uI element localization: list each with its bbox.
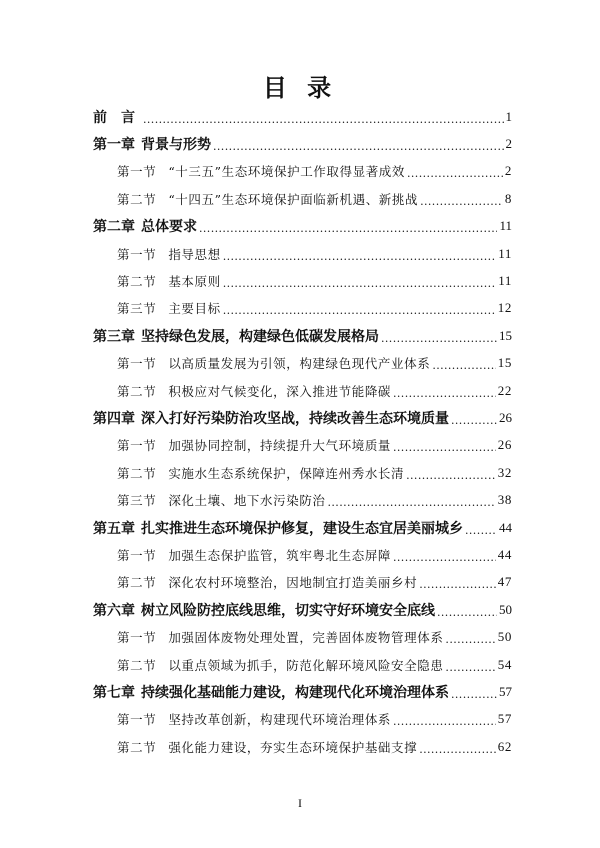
- toc-title: 深化农村环境整治，因地制宜打造美丽乡村: [168, 575, 418, 591]
- toc-label: 第三章: [93, 328, 135, 345]
- toc-title: 基本原则: [168, 273, 221, 289]
- dot-leader: [419, 739, 496, 755]
- toc-page-number: 44: [499, 519, 512, 535]
- toc-title: 积极应对气候变化，深入推进节能降碳: [168, 383, 392, 399]
- toc-page-number: 44: [497, 546, 512, 562]
- dot-leader: [432, 355, 495, 371]
- toc-title: 加强固体废物处理处置，完善固体废物管理体系: [168, 630, 444, 646]
- toc-label: 第一节: [117, 712, 157, 728]
- toc-entry-section[interactable]: [117, 706, 512, 733]
- dot-leader: [393, 547, 496, 563]
- toc-entry-chapter[interactable]: [93, 213, 512, 240]
- toc-entry-chapter[interactable]: [93, 596, 512, 623]
- toc-entry-preface[interactable]: [93, 103, 512, 130]
- toc-label: 第三节: [117, 493, 157, 509]
- toc-label: 第六章: [93, 602, 135, 619]
- toc-title: 实施水生态系统保护，保障连州秀水长清: [168, 465, 405, 481]
- dot-leader: [381, 328, 497, 344]
- toc-page-number: 57: [499, 683, 512, 699]
- toc-label: 第二节: [117, 191, 157, 207]
- toc-label: 第三节: [117, 301, 157, 317]
- toc-title: 加强生态保护监管，筑牢粤北生态屏障: [168, 547, 392, 563]
- dot-leader: [393, 437, 496, 453]
- toc-label: 第一节: [117, 438, 157, 454]
- toc-label: 第一节: [117, 630, 157, 646]
- page-title: 目 录: [262, 73, 338, 102]
- page-footer-number: I: [298, 796, 302, 810]
- toc-page-number: 54: [497, 656, 512, 672]
- toc-page-number: 11: [499, 218, 512, 234]
- dot-leader: [328, 492, 496, 508]
- toc-label: 第一节: [117, 246, 157, 262]
- toc-title: 背景与形势: [141, 136, 211, 153]
- toc-label: 第一节: [117, 164, 157, 180]
- toc-page-number: 38: [497, 492, 512, 508]
- dot-leader: [445, 629, 495, 645]
- toc-title: 加强协同控制，持续提升大气环境质量: [168, 438, 392, 454]
- toc-entry-section[interactable]: [117, 733, 512, 760]
- toc-label: 第二节: [117, 465, 157, 481]
- dot-leader: [437, 602, 497, 618]
- toc-title: 深入打好污染防治攻坚战，持续改善生态环境质量: [141, 410, 449, 427]
- toc-title: 以高质量发展为引领，构建绿色现代产业体系: [168, 356, 431, 372]
- toc-page-number: 12: [497, 300, 512, 316]
- toc-label: 第七章: [93, 684, 135, 701]
- toc-page-number: 2: [505, 135, 512, 151]
- dot-leader: [451, 410, 497, 426]
- toc-entry-section[interactable]: [117, 185, 512, 212]
- dot-leader: [393, 711, 496, 727]
- toc-label: 第二章: [93, 219, 135, 236]
- toc-page-number: 50: [499, 601, 512, 617]
- toc-page-number: 26: [497, 437, 512, 453]
- toc-title: “十四五”生态环境保护面临新机遇、新挑战: [168, 191, 419, 207]
- toc-page-number: 26: [499, 409, 512, 425]
- toc-title: 扎实推进生态环境保护修复，建设生态宜居美丽城乡: [141, 520, 463, 537]
- dot-leader: [213, 136, 504, 152]
- dot-leader: [420, 191, 503, 207]
- toc-entry-section[interactable]: [117, 487, 512, 514]
- toc-label: 第二节: [117, 739, 157, 755]
- toc-page-number: 15: [497, 355, 512, 371]
- toc-page-number: 32: [497, 464, 512, 480]
- toc-label: 第二节: [117, 273, 157, 289]
- toc-label: 第一节: [117, 356, 157, 372]
- dot-leader: [223, 273, 497, 289]
- dot-leader: [419, 574, 496, 590]
- toc-entry-section[interactable]: [117, 569, 512, 596]
- toc-entry-chapter[interactable]: [93, 322, 512, 349]
- toc-title: 深化土壤、地下水污染防治: [168, 493, 326, 509]
- toc-page-number: 11: [498, 245, 512, 261]
- toc-entry-chapter[interactable]: [93, 514, 512, 541]
- toc-label: 第二节: [117, 657, 157, 673]
- toc-title: 树立风险防控底线思维，切实守好环境安全底线: [141, 602, 435, 619]
- toc-label: 前 言: [93, 109, 135, 126]
- toc-page-number: 62: [497, 738, 512, 754]
- toc-page-number: 47: [497, 574, 512, 590]
- toc-page-number: 1: [505, 108, 512, 124]
- toc-page-number: 57: [497, 711, 512, 727]
- toc-label: 第二节: [117, 575, 157, 591]
- toc-page-number: 11: [498, 272, 512, 288]
- dot-leader: [451, 684, 497, 700]
- toc-entry-section[interactable]: [117, 240, 512, 267]
- toc-entry-chapter[interactable]: [93, 130, 512, 157]
- toc-title: 以重点领域为抓手，防范化解环境风险安全隐患: [168, 657, 444, 673]
- dot-leader: [445, 657, 495, 673]
- toc-entry-section[interactable]: [117, 377, 512, 404]
- toc-page-number: 15: [499, 327, 512, 343]
- toc-label: 第一章: [93, 136, 135, 153]
- toc-title: 持续强化基础能力建设，构建现代化环境治理体系: [141, 684, 449, 701]
- toc-label: 第一节: [117, 547, 157, 563]
- toc-label: 第二节: [117, 383, 157, 399]
- dot-leader: [143, 109, 504, 125]
- toc-entry-section[interactable]: [117, 459, 512, 486]
- toc-entry-section[interactable]: [117, 158, 512, 185]
- toc-entry-section[interactable]: [117, 432, 512, 459]
- toc-title: 坚持绿色发展，构建绿色低碳发展格局: [141, 328, 379, 345]
- toc-entry-section[interactable]: [117, 350, 512, 377]
- toc-page-number: 8: [504, 190, 512, 206]
- dot-leader: [223, 300, 496, 316]
- toc-page-number: 22: [497, 382, 512, 398]
- dot-leader: [393, 383, 496, 399]
- toc-entry-section[interactable]: [117, 651, 512, 678]
- toc-title: 指导思想: [168, 246, 221, 262]
- toc-title: 主要目标: [168, 301, 221, 317]
- dot-leader: [199, 218, 497, 234]
- toc-title: 强化能力建设，夯实生态环境保护基础支撑: [168, 739, 418, 755]
- toc-entry-section[interactable]: [117, 624, 512, 651]
- toc-entry-section[interactable]: [117, 267, 512, 294]
- toc-label: 第五章: [93, 520, 135, 537]
- toc-page-number: 50: [497, 629, 512, 645]
- toc-title: 总体要求: [141, 219, 197, 236]
- toc-entry-chapter[interactable]: [93, 404, 512, 431]
- toc-label: 第四章: [93, 410, 135, 427]
- dot-leader: [223, 246, 497, 262]
- dot-leader: [407, 163, 503, 179]
- toc-entry-section[interactable]: [117, 541, 512, 568]
- toc-entry-chapter[interactable]: [93, 678, 512, 705]
- dot-leader: [465, 520, 497, 536]
- toc-title: “十三五”生态环境保护工作取得显著成效: [168, 164, 405, 180]
- toc-title: 坚持改革创新，构建现代环境治理体系: [168, 712, 392, 728]
- dot-leader: [406, 465, 496, 481]
- toc-page-number: 2: [504, 163, 512, 179]
- toc-entry-section[interactable]: [117, 295, 512, 322]
